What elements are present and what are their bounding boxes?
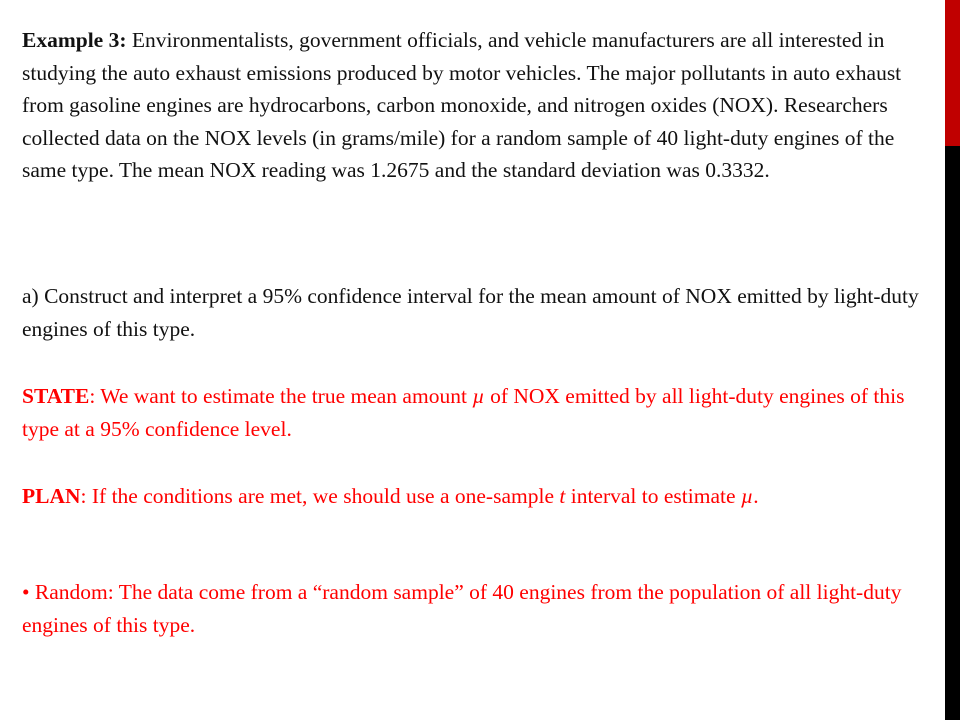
accent-bar-top [945, 0, 960, 146]
state-text-1: : We want to estimate the true mean amount [89, 384, 473, 408]
plan-text-1: : If the conditions are met, we should use a one-sample [80, 484, 560, 508]
accent-bar-bottom [945, 146, 960, 720]
example-paragraph [22, 24, 932, 187]
plan-mu-symbol: µ [740, 484, 754, 508]
plan-label: PLAN [22, 484, 81, 508]
plan-text-2: interval to estimate [565, 484, 741, 508]
example-text: Environmentalists, government officials, and vehicle manufacturers are all interested in studying the auto exhaust emissions produced by motor vehicles. The major pollutants in auto exhaust from gasoline engines are hydrocarbons, carbon monoxide, and nitrogen oxides (NOX). Researchers collected data on the NOX levels (in grams/mile) for a random sample of 40 light-duty engines of the same type. The mean NOX reading was 1.2675 and the standard deviation was 0.3332. [22, 28, 902, 182]
plan-text-3: . [753, 484, 759, 508]
state-mu-symbol: µ [472, 384, 485, 408]
question-a: a) Construct and interpret a 95% confidence interval for the mean amount of NOX emitted by light-duty engines of this type. [22, 284, 919, 341]
state-text-2: of NOX emitted by all light-duty engines of this type at a 95% confidence level. [22, 384, 905, 441]
plan-paragraph [22, 480, 922, 513]
state-label: STATE [22, 384, 90, 408]
example-label: Example 3: [22, 28, 127, 52]
state-paragraph [22, 380, 922, 445]
random-condition: • Random: The data come from a “random sample” of 40 engines from the population of all light-duty engines of this type. [22, 580, 902, 637]
plan-t-symbol: t [559, 484, 566, 508]
